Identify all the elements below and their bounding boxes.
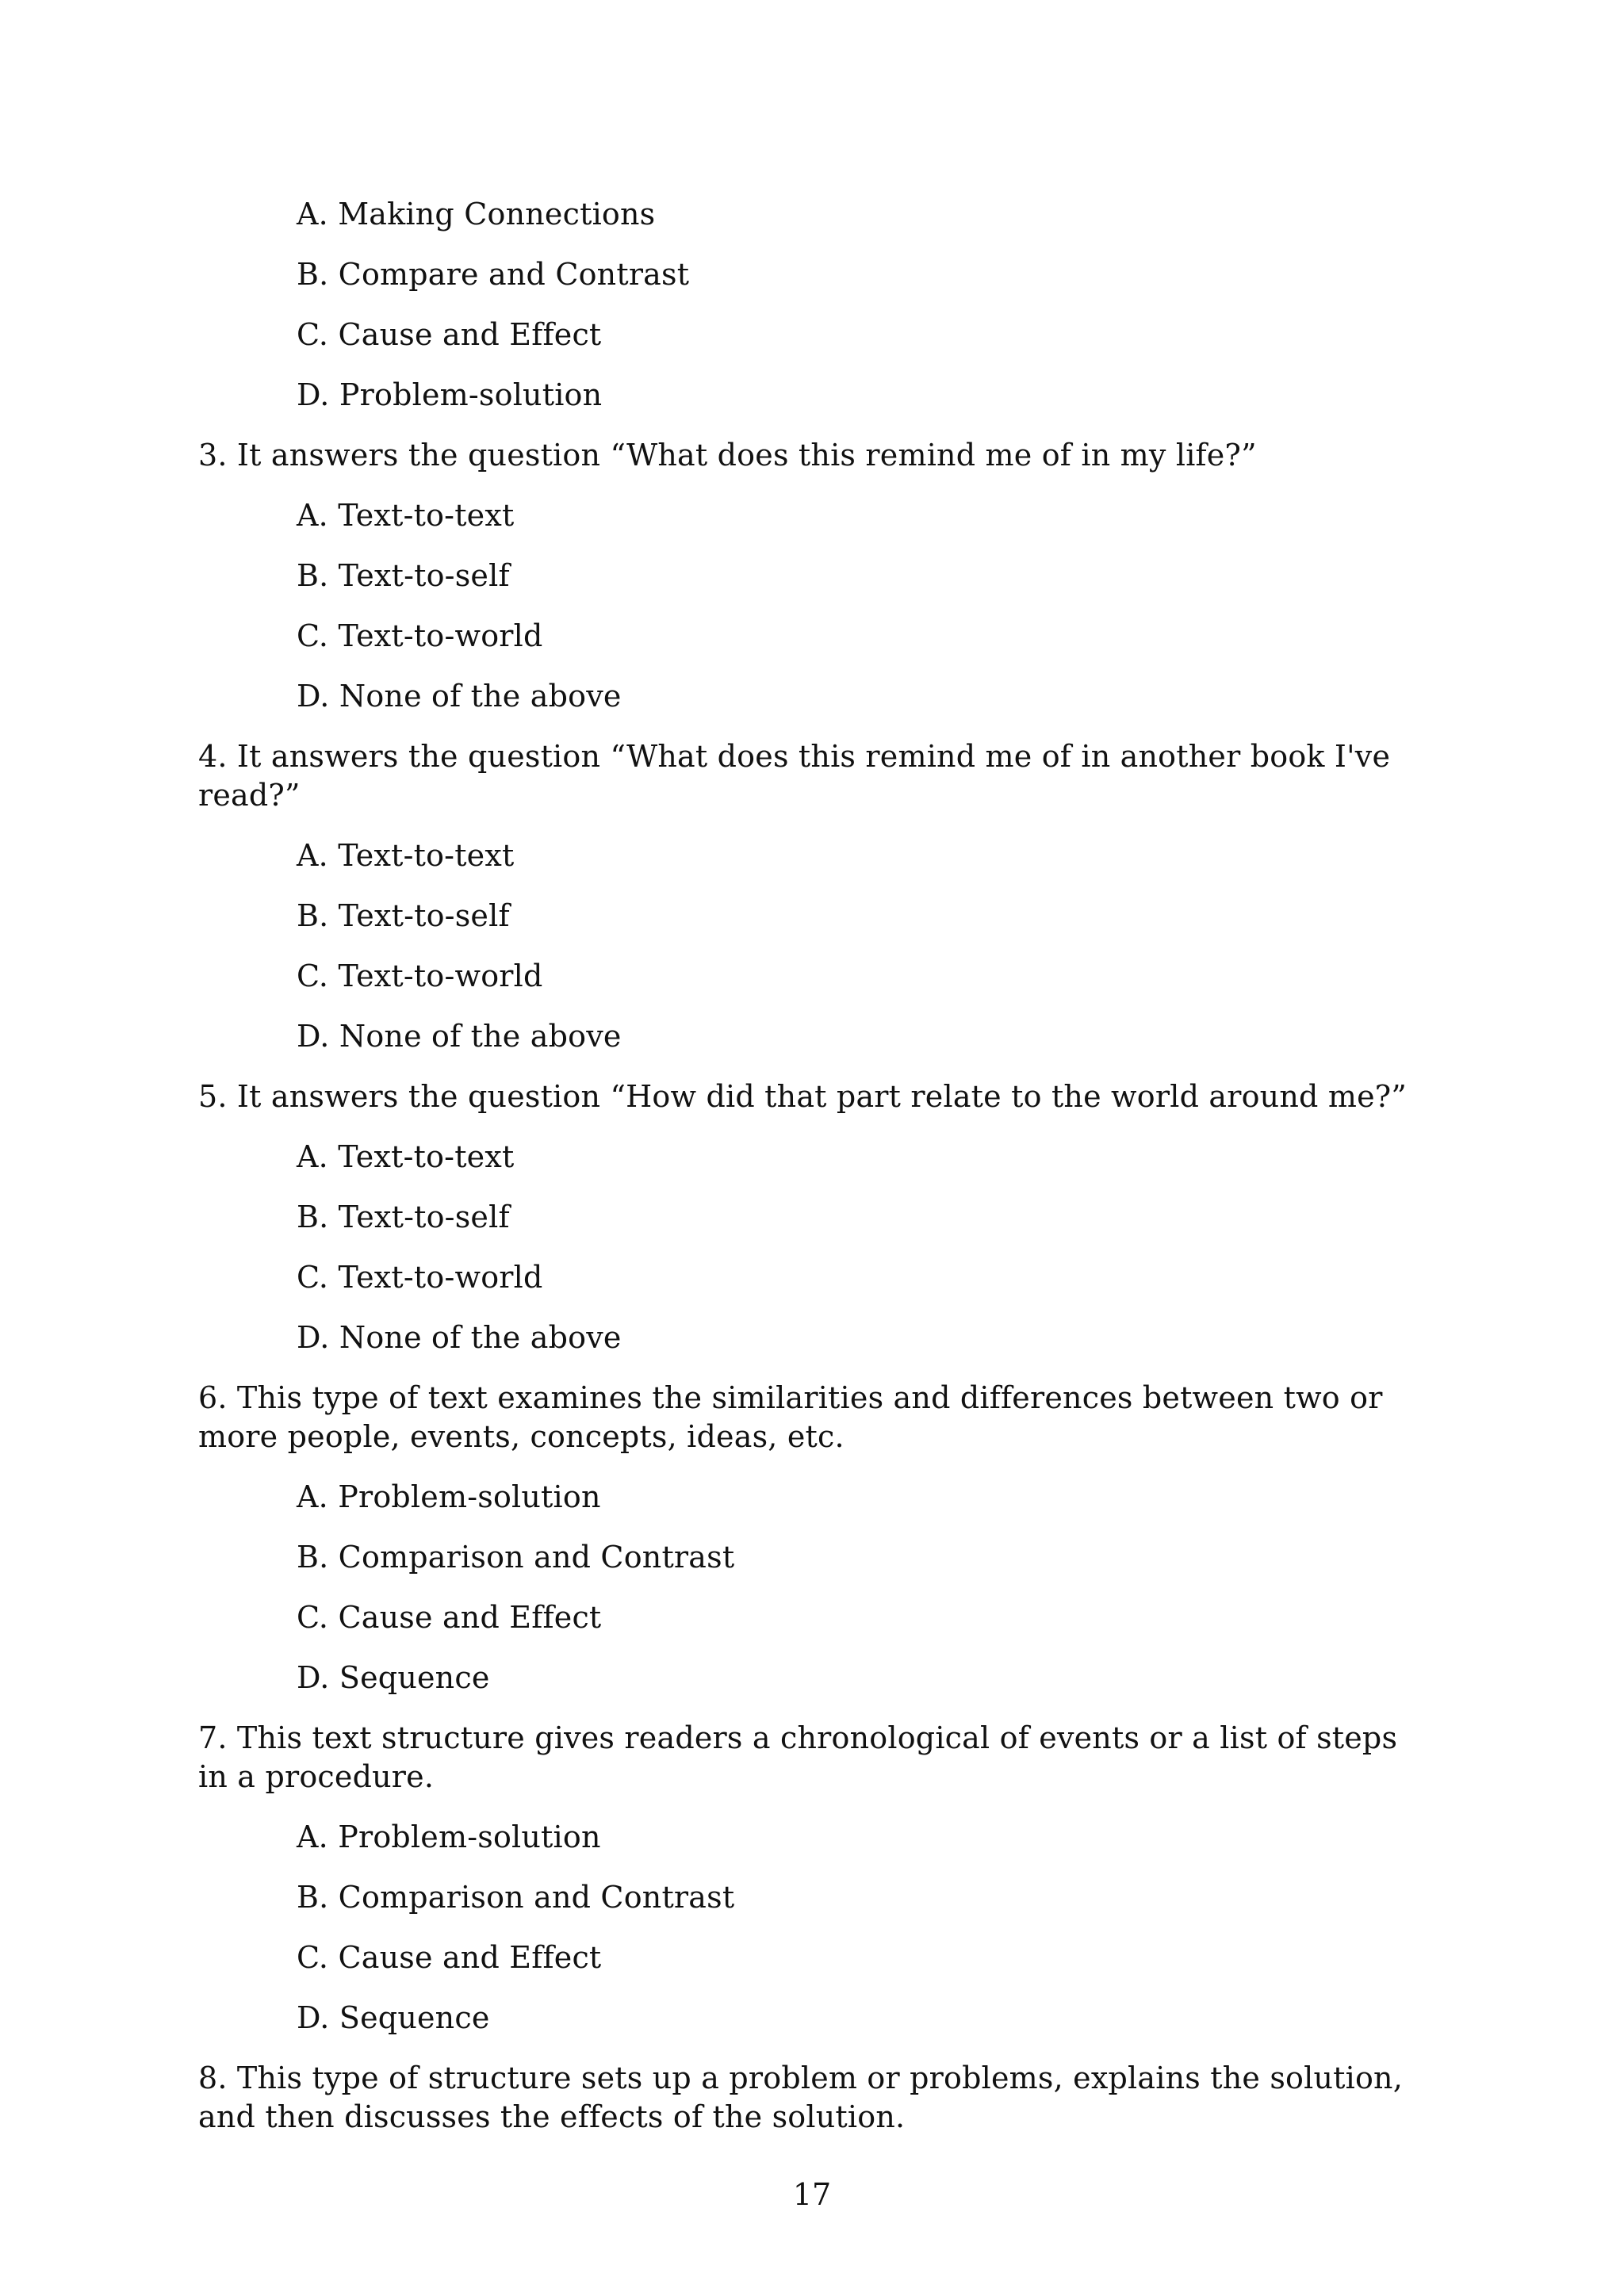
question-6 [198, 1379, 1435, 1697]
answer-options [198, 1478, 1435, 1697]
answer-option: B. Text-to-self [297, 558, 510, 593]
question-stem: 8. This type of structure sets up a problem or problems, explains the solution, and then discusses the effects of the solution. [198, 2061, 1403, 2134]
answer-option: B. Text-to-self [297, 1200, 510, 1234]
question-5 [198, 1077, 1435, 1357]
answer-options [198, 1138, 1435, 1357]
answer-options [198, 836, 1435, 1056]
answer-option: D. None of the above [297, 1320, 622, 1355]
question-stem: 4. It answers the question “What does this remind me of in another book I've read?” [198, 739, 1391, 813]
answer-option: A. Problem-solution [297, 1820, 601, 1854]
page-number: 17 [792, 2177, 832, 2212]
question-8 [198, 2059, 1435, 2137]
answer-option: D. Sequence [297, 1660, 490, 1695]
answer-option: A. Text-to-text [297, 1139, 515, 1174]
answer-option: C. Text-to-world [297, 959, 543, 993]
answer-option: D. None of the above [297, 1019, 622, 1054]
answer-option: C. Text-to-world [297, 1260, 543, 1295]
question-7 [198, 1719, 1435, 2038]
question-2-continuation [198, 195, 1435, 415]
answer-option: B. Text-to-self [297, 898, 510, 933]
answer-option: B. Comparison and Contrast [297, 1540, 735, 1575]
answer-option: C. Cause and Effect [297, 1600, 602, 1635]
answer-option: B. Comparison and Contrast [297, 1880, 735, 1915]
page-content [198, 195, 1435, 2158]
answer-option: D. Sequence [297, 2000, 490, 2035]
question-stem: 3. It answers the question “What does this remind me of in my life?” [198, 438, 1257, 473]
answer-option: A. Text-to-text [297, 838, 515, 873]
answer-option: C. Text-to-world [297, 618, 543, 653]
answer-option: C. Cause and Effect [297, 1940, 602, 1975]
question-stem: 7. This text structure gives readers a chronological of events or a list of steps in a procedure. [198, 1720, 1398, 1794]
question-stem: 5. It answers the question “How did that part relate to the world around me?” [198, 1079, 1407, 1114]
answer-option: C. Cause and Effect [297, 317, 602, 352]
question-4 [198, 737, 1435, 1056]
answer-option: A. Problem-solution [297, 1479, 601, 1514]
answer-option: A. Making Connections [297, 197, 656, 232]
answer-option: D. Problem-solution [297, 377, 603, 412]
answer-options [198, 496, 1435, 716]
question-stem: 6. This type of text examines the similarities and differences between two or more people, events, concepts, ideas, etc. [198, 1380, 1383, 1454]
answer-options [198, 195, 1435, 415]
question-3 [198, 436, 1435, 716]
answer-options [198, 1818, 1435, 2038]
answer-option: D. None of the above [297, 679, 622, 714]
answer-option: A. Text-to-text [297, 498, 515, 533]
answer-option: B. Compare and Contrast [297, 257, 690, 292]
